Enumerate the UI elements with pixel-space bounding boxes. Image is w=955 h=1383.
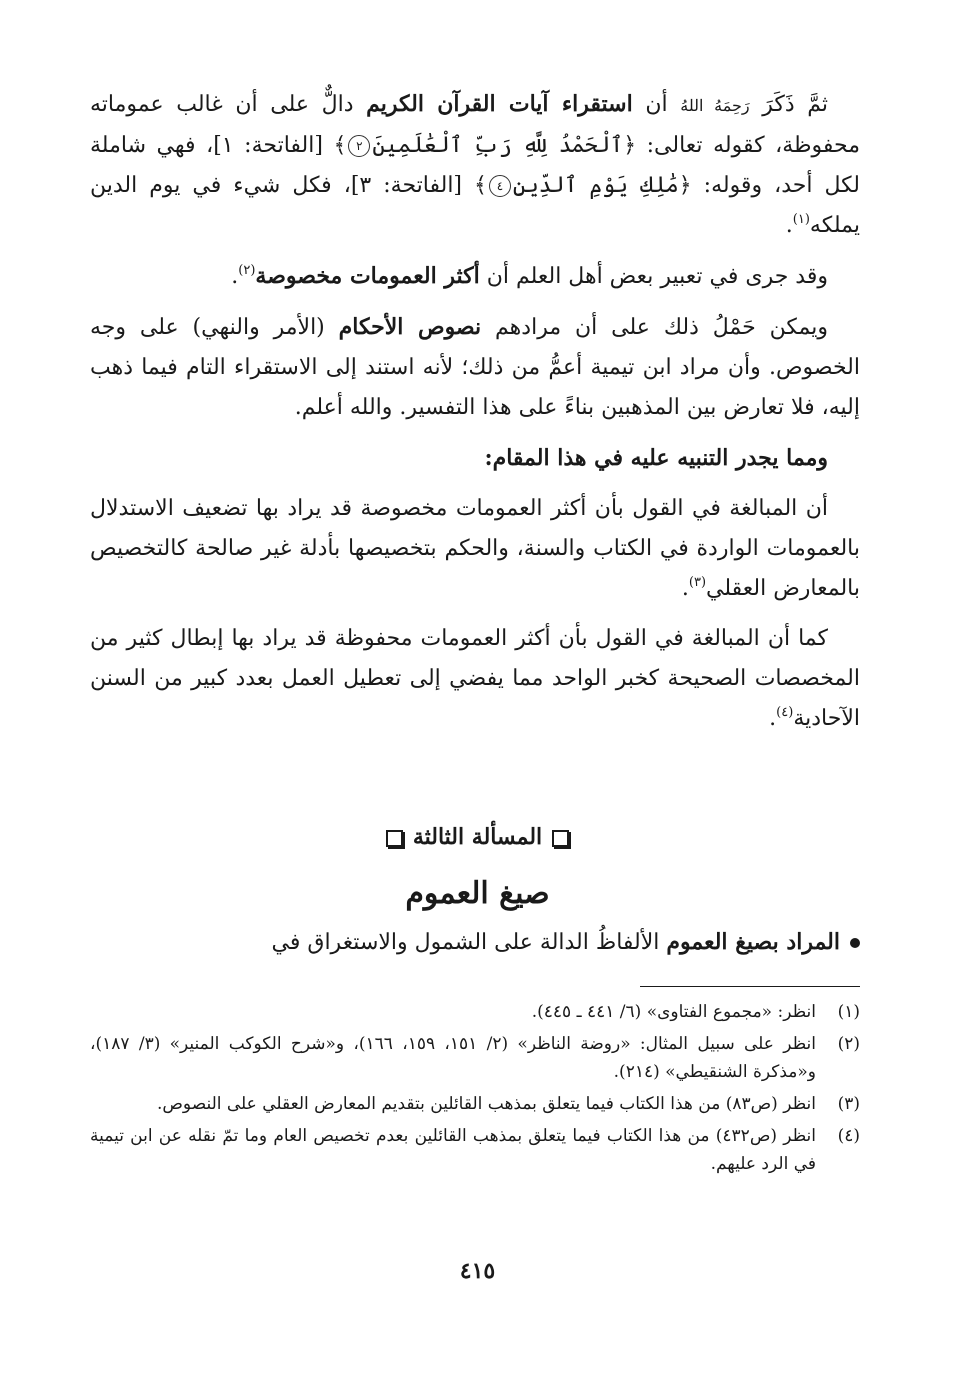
bold-phrase: نصوص الأحكام [338, 314, 482, 340]
ayah-number-marker: ٤ [489, 175, 511, 197]
paragraph-1 [90, 84, 860, 246]
text-run: أن المبالغة في القول بأن أكثر العمومات مخصوصة قد يراد بها تضعيف الاستدلال بالعمومات الواردة في الكتاب والسنة، والحكم بتخصيصها بأدلة غير صالحة كالتخصيص بالمعارض العقلي [90, 496, 860, 601]
section-heading [0, 822, 955, 852]
chapter-title: صيغ العموم [405, 876, 550, 911]
square-ornament-icon [386, 830, 403, 847]
text-run: [الفاتحة: ١]، فهي شاملة لكل أحد، وقوله: [90, 133, 860, 198]
paragraph-6 [90, 619, 860, 739]
text-run: . [785, 213, 793, 238]
bold-subheading: ومما يجدر التنبيه عليه في هذا المقام: [484, 445, 828, 471]
bold-phrase: أكثر العمومات مخصوصة [255, 263, 480, 289]
footnote-text: انظر (ص٨٣) من هذا الكتاب فيما يتعلق بمذهب القائلين بتقديم المعارض العقلي على النصوص. [156, 1094, 816, 1114]
bullet-icon [850, 938, 860, 948]
footnote-number: (٣) [837, 1094, 860, 1114]
text-run: . [769, 706, 777, 731]
paragraph-4 [90, 438, 860, 479]
quran-bracket: ﴾ [474, 173, 487, 198]
page-number: ٤١٥ [459, 1258, 496, 1284]
quran-verse: ﴿مَٰلِكِ يَوْمِ ٱلدِّينِ [512, 173, 692, 198]
text-run: . [681, 576, 689, 601]
quran-verse: ﴿ٱلْحَمْدُ لِلَّهِ رَبِّ ٱلْعَٰلَمِينَ [372, 133, 637, 158]
footnote-text: انظر على سبيل المثال: «روضة الناظر» (٢/ ١٥١، ١٥٩، ١٦٦)، و«شرح الكوكب المنير» (٣/ ١٨٧)، و«مذكرة الشنقيطي» (٢١٤). [90, 1034, 817, 1082]
paragraph-5 [90, 489, 860, 609]
footnote-item [90, 1090, 860, 1118]
square-ornament-icon [552, 830, 569, 847]
footnote-item [90, 1030, 860, 1086]
footnote-ref-2[interactable]: (٢) [238, 263, 256, 278]
text-run: كما أن المبالغة في القول بأن أكثر العمومات محفوظة قد يراد بها إبطال كثير من المخصصات الصحيحة كخبر الواحد مما يفضي إلى تعطيل العمل بعدد كبير من السنن الآحادية [90, 626, 860, 731]
footnote-ref-3[interactable]: (٣) [688, 575, 707, 590]
ayah-number-marker: ٢ [348, 135, 370, 157]
footnote-number: (٤) [837, 1126, 860, 1146]
footnote-ref-1[interactable]: (١) [792, 212, 810, 227]
text-run: الألفاظُ الدالة على الشمول والاستغراق في [271, 930, 667, 955]
section-heading-text: المسألة الثالثة [412, 824, 543, 850]
text-run: أن [632, 92, 681, 117]
lead-paragraph [90, 922, 860, 963]
text-run: وقد جرى في تعبير بعض أهل العلم أن [479, 264, 828, 289]
footnote-item [90, 1122, 860, 1178]
quran-bracket: ﴾ [333, 133, 347, 158]
bold-phrase: المراد بصيغ العموم [666, 929, 840, 955]
footnote-ref-4[interactable]: (٤) [776, 705, 794, 720]
text-run: [الفاتحة: ٣]، فكل شيء في يوم الدين يملكه [90, 173, 860, 238]
footnote-number: (١) [837, 1002, 860, 1022]
text-run: ثمَّ ذَكَرَ [749, 92, 828, 117]
footnote-item [90, 998, 860, 1026]
footnote-divider [640, 986, 860, 987]
honorific: رَحِمَهُ اللهُ [680, 96, 750, 115]
text-run: . [231, 264, 239, 289]
text-run: دالٌّ على أن غالب عموماته محفوظة، كقوله تعالى: [90, 92, 860, 158]
text-run: ويمكن حَمْلُ ذلك على أن مرادهم [481, 315, 829, 340]
text-run: (الأمر والنهي) على وجه الخصوص. وأن مراد ابن تيمية أعمُّ من ذلك؛ لأنه استند إلى الاستقراء التام فيما ذهب إليه، فلا تعارض بين المذهبين بناءً على هذا التفسير. والله أعلم. [90, 315, 860, 420]
footnote-text: انظر: «مجموع الفتاوى» (٦/ ٤٤١ ـ ٤٤٥). [531, 1002, 816, 1022]
footnote-text: انظر (ص٤٣٢) من هذا الكتاب فيما يتعلق بمذهب القائلين بعدم تخصيص العام وما تمّ نقله عن ابن تيمية في الرد عليهم. [90, 1126, 816, 1174]
paragraph-2 [90, 256, 860, 297]
footnotes [90, 998, 860, 1182]
bold-phrase: استقراء آيات القرآن الكريم [366, 91, 633, 117]
footnote-number: (٢) [837, 1034, 860, 1054]
main-text [90, 84, 860, 749]
paragraph-3 [90, 307, 860, 428]
